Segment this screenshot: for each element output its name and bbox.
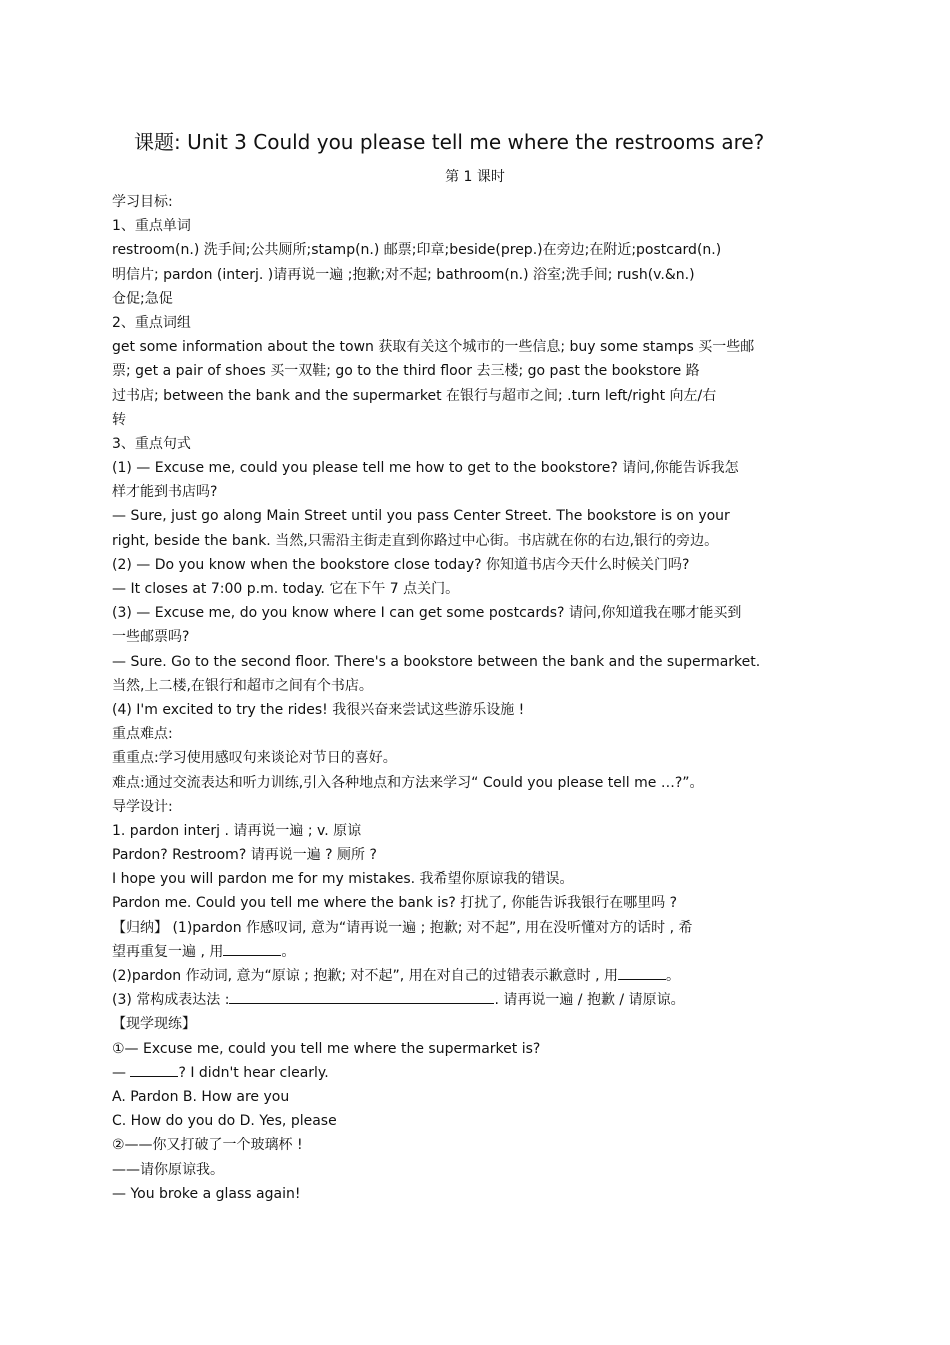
text-line <box>112 940 837 964</box>
text-line: 明信片; pardon (interj. )请再说一遍 ;抱歉;对不起; bathroom(n.) 浴室;洗手间; rush(v.&n.) <box>112 266 695 283</box>
text-line <box>112 964 837 988</box>
text-line: (2) — Do you know when the bookstore close today? 你知道书店今天什么时候关门吗? <box>112 556 690 573</box>
text-line: get some information about the town 获取有关这个城市的一些信息; buy some stamps 买一些邮 <box>112 339 755 356</box>
text-line: 3、重点句式 <box>112 435 191 452</box>
fill-blank[interactable] <box>223 955 281 956</box>
text-line: 当然,上二楼,在银行和超市之间有个书店。 <box>112 677 373 694</box>
text-line: ——请你原谅我。 <box>112 1161 224 1178</box>
line-text: 望再重复一遍 , 用 <box>112 943 224 960</box>
text-line: 样才能到书店吗? <box>112 484 218 501</box>
text-line: 导学设计: <box>112 798 173 815</box>
line-tail: 。 <box>281 943 296 960</box>
text-line: 学习目标: <box>112 194 173 210</box>
text-line: Pardon? Restroom? 请再说一遍 ? 厕所 ? <box>112 847 377 864</box>
line-text: (2)pardon 作动词, 意为“原谅 ; 抱歉; 对不起”, 用在对自己的过错表示歉意时 , 用 <box>112 968 619 984</box>
text-line <box>112 988 837 1012</box>
text-line: (1) — Excuse me, could you please tell me how to get to the bookstore? 请问,你能告诉我怎 <box>112 460 739 477</box>
text-line: — Sure, just go along Main Street until you pass Center Street. The bookstore is on your <box>112 508 730 525</box>
text-line: 票; get a pair of shoes 买一双鞋; go to the third floor 去三楼; go past the bookstore 路 <box>112 363 700 380</box>
text-line: A. Pardon B. How are you <box>112 1088 290 1105</box>
line-text: (3) 常构成表达法 : <box>112 992 230 1009</box>
text-line: restroom(n.) 洗手间;公共厕所;stamp(n.) 邮票;印章;beside(prep.)在旁边;在附近;postcard(n.) <box>112 242 722 259</box>
text-line: 1、重点单词 <box>112 218 191 235</box>
text-line: 【归纳】 (1)pardon 作感叹词, 意为“请再说一遍 ; 抱歉; 对不起”, 用在没听懂对方的话时 , 希 <box>112 919 693 936</box>
document-body <box>112 190 837 1206</box>
text-line: ①— Excuse me, could you tell me where the supermarket is? <box>112 1040 541 1057</box>
text-line <box>112 1061 837 1085</box>
text-line: — You broke a glass again! <box>112 1185 301 1202</box>
text-line: 2、重点词组 <box>112 314 191 331</box>
text-line: ②——你又打破了一个玻璃杯 ! <box>112 1137 303 1154</box>
lesson-period: 第 1 课时 <box>445 169 505 185</box>
text-line: — It closes at 7:00 p.m. today. 它在下午 7 点关门。 <box>112 581 460 597</box>
text-line: 1. pardon interj . 请再说一遍 ; v. 原谅 <box>112 822 362 839</box>
text-line: (4) I'm excited to try the rides! 我很兴奋来尝试这些游乐设施 ! <box>112 701 525 718</box>
fill-blank[interactable] <box>130 1076 178 1077</box>
page-title: 课题: Unit 3 Could you please tell me where the restrooms are? <box>134 130 765 154</box>
text-line: 过书店; between the bank and the supermarket 在银行与超市之间; .turn left/right 向左/右 <box>112 387 717 404</box>
text-line: 重重点:学习使用感叹句来谈论对节日的喜好。 <box>112 750 397 767</box>
text-line: 重点难点: <box>112 726 173 743</box>
line-tail: 。 <box>666 968 681 984</box>
text-line: — Sure. Go to the second floor. There's a bookstore between the bank and the supermarket. <box>112 653 761 670</box>
line-text: — <box>112 1064 126 1081</box>
text-line: Pardon me. Could you tell me where the bank is? 打扰了, 你能告诉我银行在哪里吗 ? <box>112 895 678 912</box>
text-line: 仓促;急促 <box>112 290 173 307</box>
fill-blank[interactable] <box>618 979 666 980</box>
text-line: 【现学现练】 <box>112 1016 196 1033</box>
text-line: C. How do you do D. Yes, please <box>112 1113 337 1130</box>
line-tail: . 请再说一遍 / 抱歉 / 请原谅。 <box>494 992 685 1009</box>
text-line: (3) — Excuse me, do you know where I can get some postcards? 请问,你知道我在哪才能买到 <box>112 605 742 622</box>
text-line: I hope you will pardon me for my mistakes. 我希望你原谅我的错误。 <box>112 871 574 888</box>
text-line: right, beside the bank. 当然,只需沿主街走直到你路过中心街。书店就在你的右边,银行的旁边。 <box>112 532 719 549</box>
text-line: 转 <box>112 411 126 428</box>
line-tail: ? I didn't hear clearly. <box>178 1064 329 1081</box>
text-line: 难点:通过交流表达和听力训练,引入各种地点和方法来学习“ Could you please tell me …?”。 <box>112 774 704 791</box>
fill-blank[interactable] <box>229 1003 494 1004</box>
text-line: 一些邮票吗? <box>112 629 190 646</box>
